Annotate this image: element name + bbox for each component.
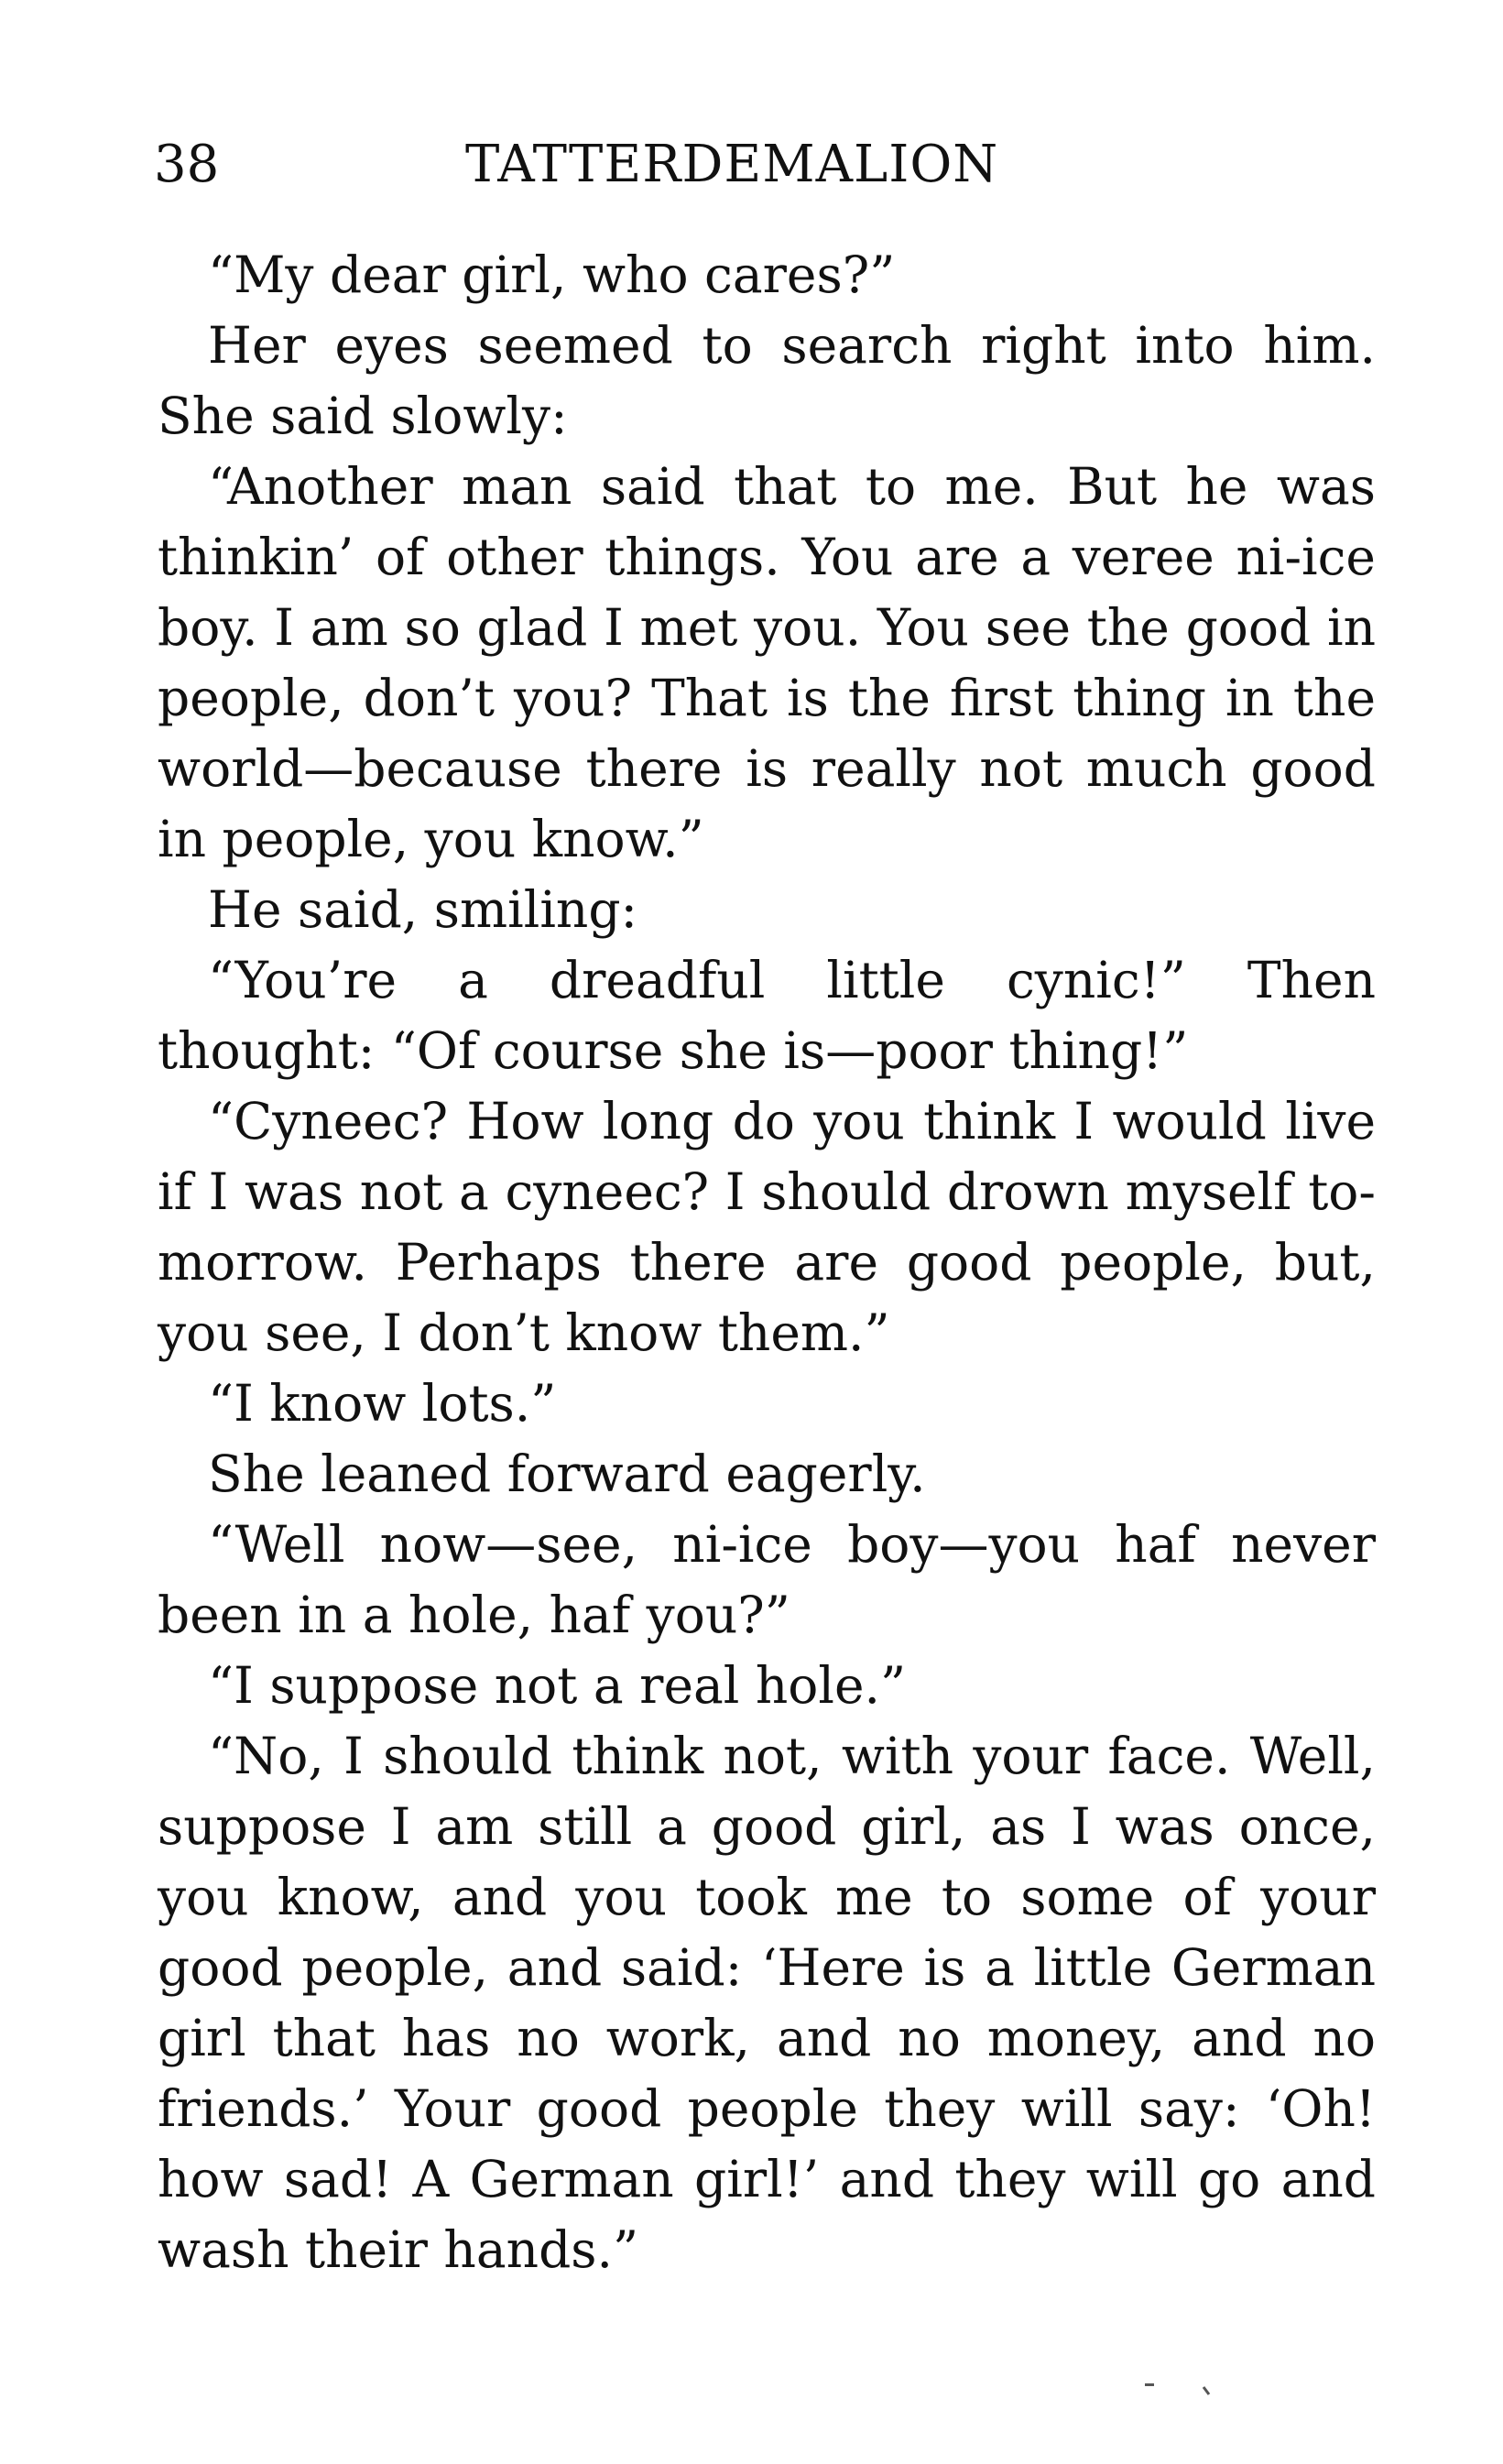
paragraph-8: She leaned forward eagerly. [208,1445,926,1503]
paragraph-7: “I know lots.” [208,1374,557,1433]
paragraph-4: He said, smiling: [208,880,638,939]
page-number: 38 [154,135,220,194]
paragraph-1: “My dear girl, who cares?” [208,245,896,304]
paragraph-3: “Another man said that to me. But he was thinkin’ of other things. You are a veree ni-ice boy. I am so glad I met you. You see the good in people, don’t you? That is the first thing in the world—because there is really not much good in people, you know.” [158,457,1376,868]
print-specks [1145,2372,1255,2400]
paragraph-6: “Cyneec? How long do you think I would live if I was not a cyneec? I should drown myself to-morrow. Perhaps there are good people, but, you see, I don’t know them.” [158,1092,1376,1362]
text-body [158,240,1376,2285]
running-head [154,128,1372,202]
running-title: TATTERDEMALION [465,135,999,194]
paragraph-11: “No, I should think not, with your face. Well, suppose I am still a good girl, as I was once, you know, and you took me to some of your good people, and said: ‘Here is a little German girl that has no work, and no money, and no friends.’ Your good people they will say: ‘Oh! how sad! A German girl!’ and they will go and wash their hands.” [158,1727,1376,2279]
paragraph-9: “Well now—see, ni-ice boy—you haf never been in a hole, haf you?” [158,1515,1376,1644]
paragraph-2: Her eyes seemed to search right into him. She said slowly: [158,316,1376,445]
speck-tick [1203,2387,1209,2394]
paragraph-5: “You’re a dreadful little cynic!” Then thought: “Of course she is—poor thing!” [158,951,1376,1080]
speck-dash [1145,2383,1154,2386]
paragraph-10: “I suppose not a real hole.” [208,1656,907,1715]
